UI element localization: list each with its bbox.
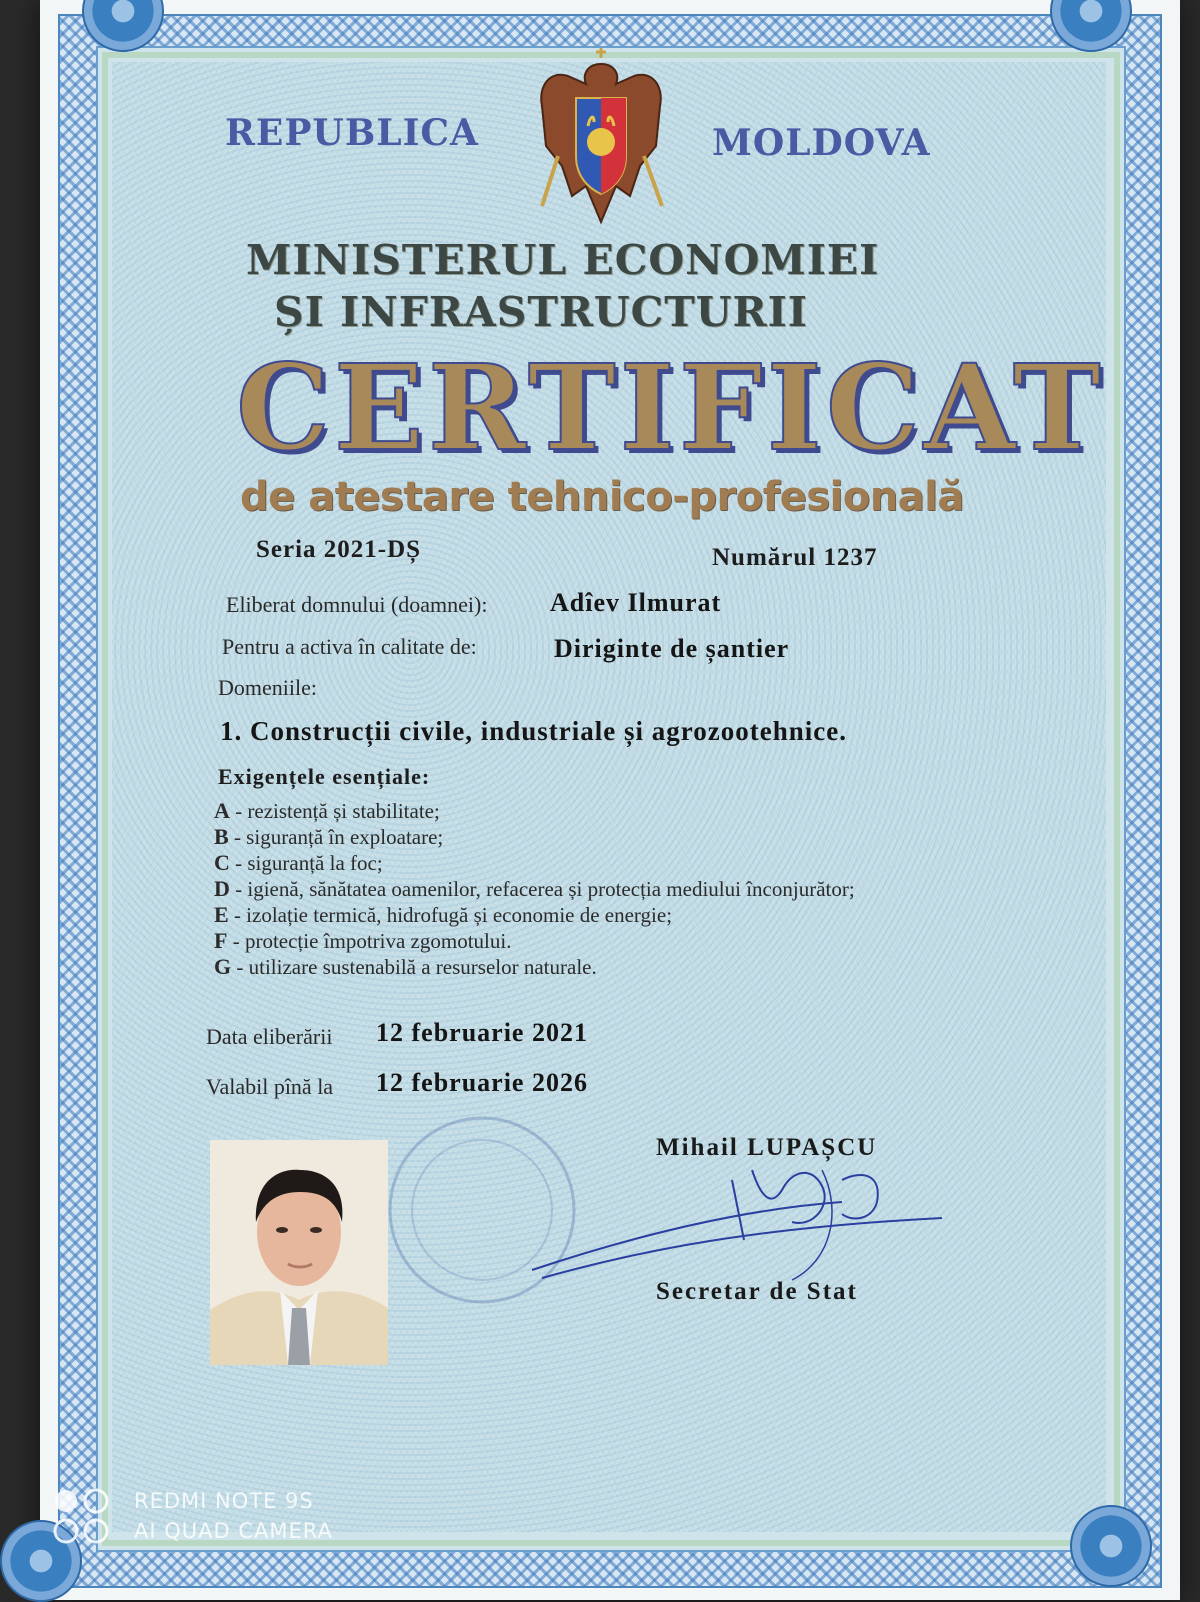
- signatory-name: Mihail LUPAȘCU: [656, 1134, 878, 1161]
- requirement-item-a: A - rezistență și stabilitate;: [214, 798, 440, 823]
- certificate-title: CERTIFICAT: [236, 338, 1105, 477]
- certificate-subtitle: de atestare tehnico-profesională: [240, 474, 964, 520]
- corner-rosette-bottom-right: [1070, 1505, 1152, 1587]
- valid-until-value: 12 februarie 2026: [376, 1068, 588, 1097]
- country-right-text: MOLDOVA: [712, 122, 931, 164]
- issued-to-label: Eliberat domnului (doamnei):: [226, 592, 488, 617]
- signatory-position: Secretar de Stat: [656, 1278, 858, 1305]
- role-value: Diriginte de șantier: [554, 634, 790, 663]
- requirement-item-f: F - protecție împotriva zgomotului.: [214, 928, 512, 953]
- issue-date-label: Data eliberării: [206, 1024, 333, 1049]
- country-left-text: REPUBLICA: [225, 112, 479, 154]
- requirements-title: Exigențele esențiale:: [218, 764, 431, 789]
- role-label: Pentru a activa în calitate de:: [222, 634, 477, 659]
- camera-watermark: [52, 1486, 333, 1546]
- camera-feature-text: AI QUAD CAMERA: [134, 1519, 333, 1543]
- issued-to-name: Adîev Ilmurat: [550, 588, 722, 617]
- requirement-item-e: E - izolație termică, hidrofugă și economie de energie;: [214, 902, 673, 927]
- requirement-item-d: D - igienă, sănătatea oamenilor, refacerea și protecția mediului înconjurător;: [214, 876, 855, 901]
- domains-label: Domeniile:: [218, 675, 317, 700]
- series-text: Seria 2021-DȘ: [256, 536, 422, 563]
- valid-until-label: Valabil pînă la: [206, 1074, 334, 1099]
- domain-item-1: 1. Construcții civile, industriale și agrozootehnice.: [220, 716, 847, 746]
- requirement-item-g: G - utilizare sustenabilă a resurselor naturale.: [214, 954, 597, 979]
- number-text: Numărul 1237: [712, 544, 878, 571]
- camera-model-text: REDMI NOTE 9S: [134, 1489, 314, 1513]
- camera-brand-icon: [52, 1486, 112, 1546]
- ministry-name-line2: ȘI INFRASTRUCTURII: [274, 288, 808, 336]
- holder-photo: [210, 1140, 388, 1365]
- requirements-list: [214, 798, 855, 980]
- requirement-item-c: C - siguranță la foc;: [214, 850, 383, 875]
- issue-date-value: 12 februarie 2021: [376, 1018, 588, 1047]
- coat-of-arms-emblem: [528, 46, 674, 226]
- ministry-name-line1: MINISTERUL ECONOMIEI: [246, 236, 880, 284]
- requirement-item-b: B - siguranță în exploatare;: [214, 824, 444, 849]
